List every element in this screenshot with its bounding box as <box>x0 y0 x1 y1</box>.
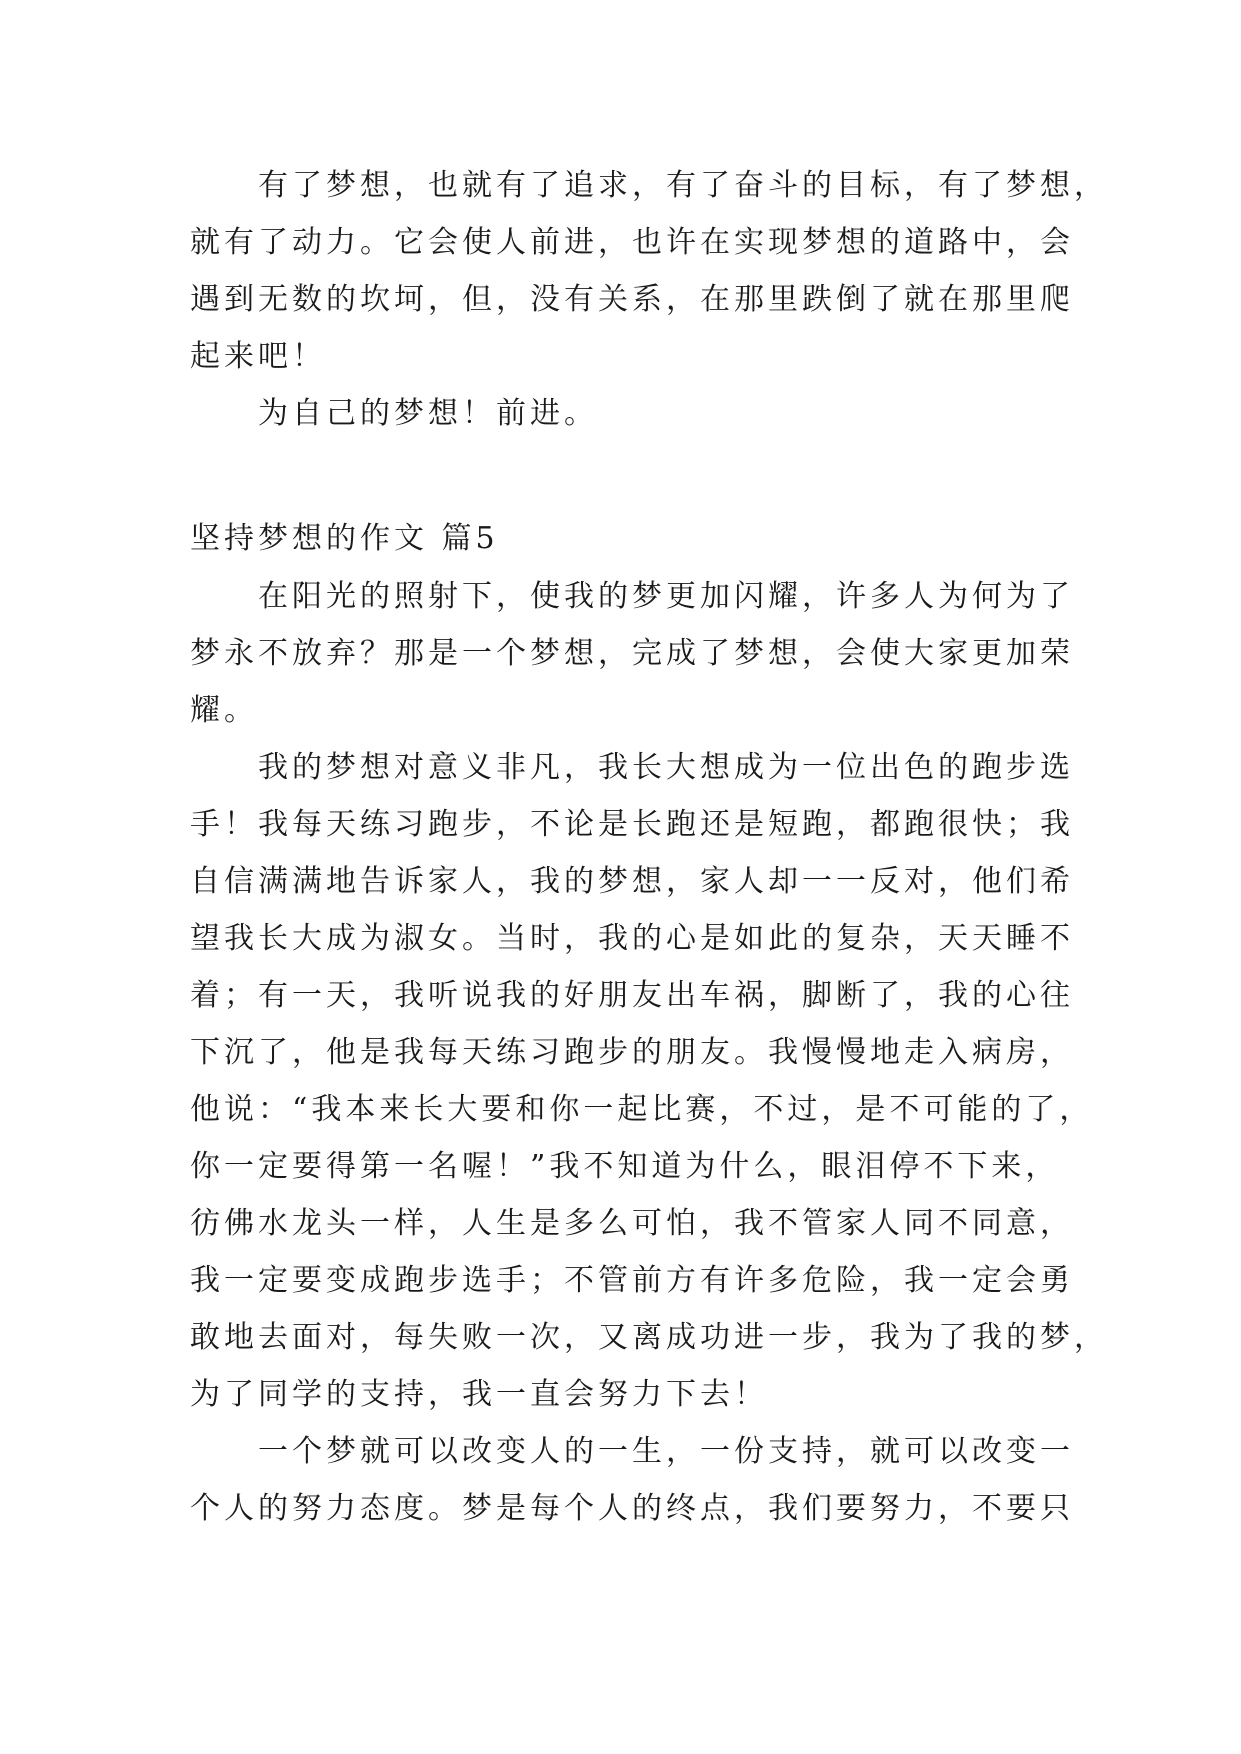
paragraph-line: 望我长大成为淑女。当时，我的心是如此的复杂，天天睡不 <box>190 921 1074 956</box>
paragraph-line: 我的梦想对意义非凡，我长大想成为一位出色的跑步选 <box>258 750 1074 785</box>
paragraph-line: 就有了动力。它会使人前进，也许在实现梦想的道路中，会 <box>190 225 1074 260</box>
paragraph-line: 敢地去面对，每失败一次，又离成功进一步，我为了我的梦， <box>190 1320 1108 1355</box>
paragraph-line: 他说：“我本来长大要和你一起比赛，不过，是不可能的了， <box>190 1092 1094 1127</box>
section-heading: 坚持梦想的作文 篇5 <box>190 521 499 556</box>
paragraph-line: 一个梦就可以改变人的一生，一份支持，就可以改变一 <box>258 1434 1074 1469</box>
paragraph-line: 个人的努力态度。梦是每个人的终点，我们要努力，不要只 <box>190 1491 1074 1526</box>
paragraph-line: 在阳光的照射下，使我的梦更加闪耀，许多人为何为了 <box>258 579 1074 614</box>
paragraph-line: 彷佛水龙头一样，人生是多么可怕，我不管家人同不同意， <box>190 1206 1074 1241</box>
paragraph-line: 我一定要变成跑步选手；不管前方有许多危险，我一定会勇 <box>190 1263 1074 1298</box>
paragraph-line: 耀。 <box>190 693 258 728</box>
text-block-2 <box>190 568 1108 1537</box>
paragraph-line: 你一定要得第一名喔！”我不知道为什么，眼泪停不下来， <box>190 1149 1060 1184</box>
paragraph-line: 为了同学的支持，我一直会努力下去！ <box>190 1377 768 1412</box>
paragraph-line: 手！我每天练习跑步，不论是长跑还是短跑，都跑很快；我 <box>190 807 1074 842</box>
paragraph-line: 下沉了，他是我每天练习跑步的朋友。我慢慢地走入病房， <box>190 1035 1074 1070</box>
paragraph-line: 着；有一天，我听说我的好朋友出车祸，脚断了，我的心往 <box>190 978 1074 1013</box>
paragraph-line: 有了梦想，也就有了追求，有了奋斗的目标，有了梦想， <box>258 168 1108 203</box>
text-block-1 <box>190 157 1108 442</box>
paragraph-line: 起来吧！ <box>190 339 326 374</box>
paragraph-line: 为自己的梦想！前进。 <box>258 396 598 431</box>
paragraph-line: 梦永不放弃？那是一个梦想，完成了梦想，会使大家更加荣 <box>190 636 1074 671</box>
paragraph-line: 遇到无数的坎坷，但，没有关系，在那里跌倒了就在那里爬 <box>190 282 1074 317</box>
paragraph-line: 自信满满地告诉家人，我的梦想，家人却一一反对，他们希 <box>190 864 1074 899</box>
